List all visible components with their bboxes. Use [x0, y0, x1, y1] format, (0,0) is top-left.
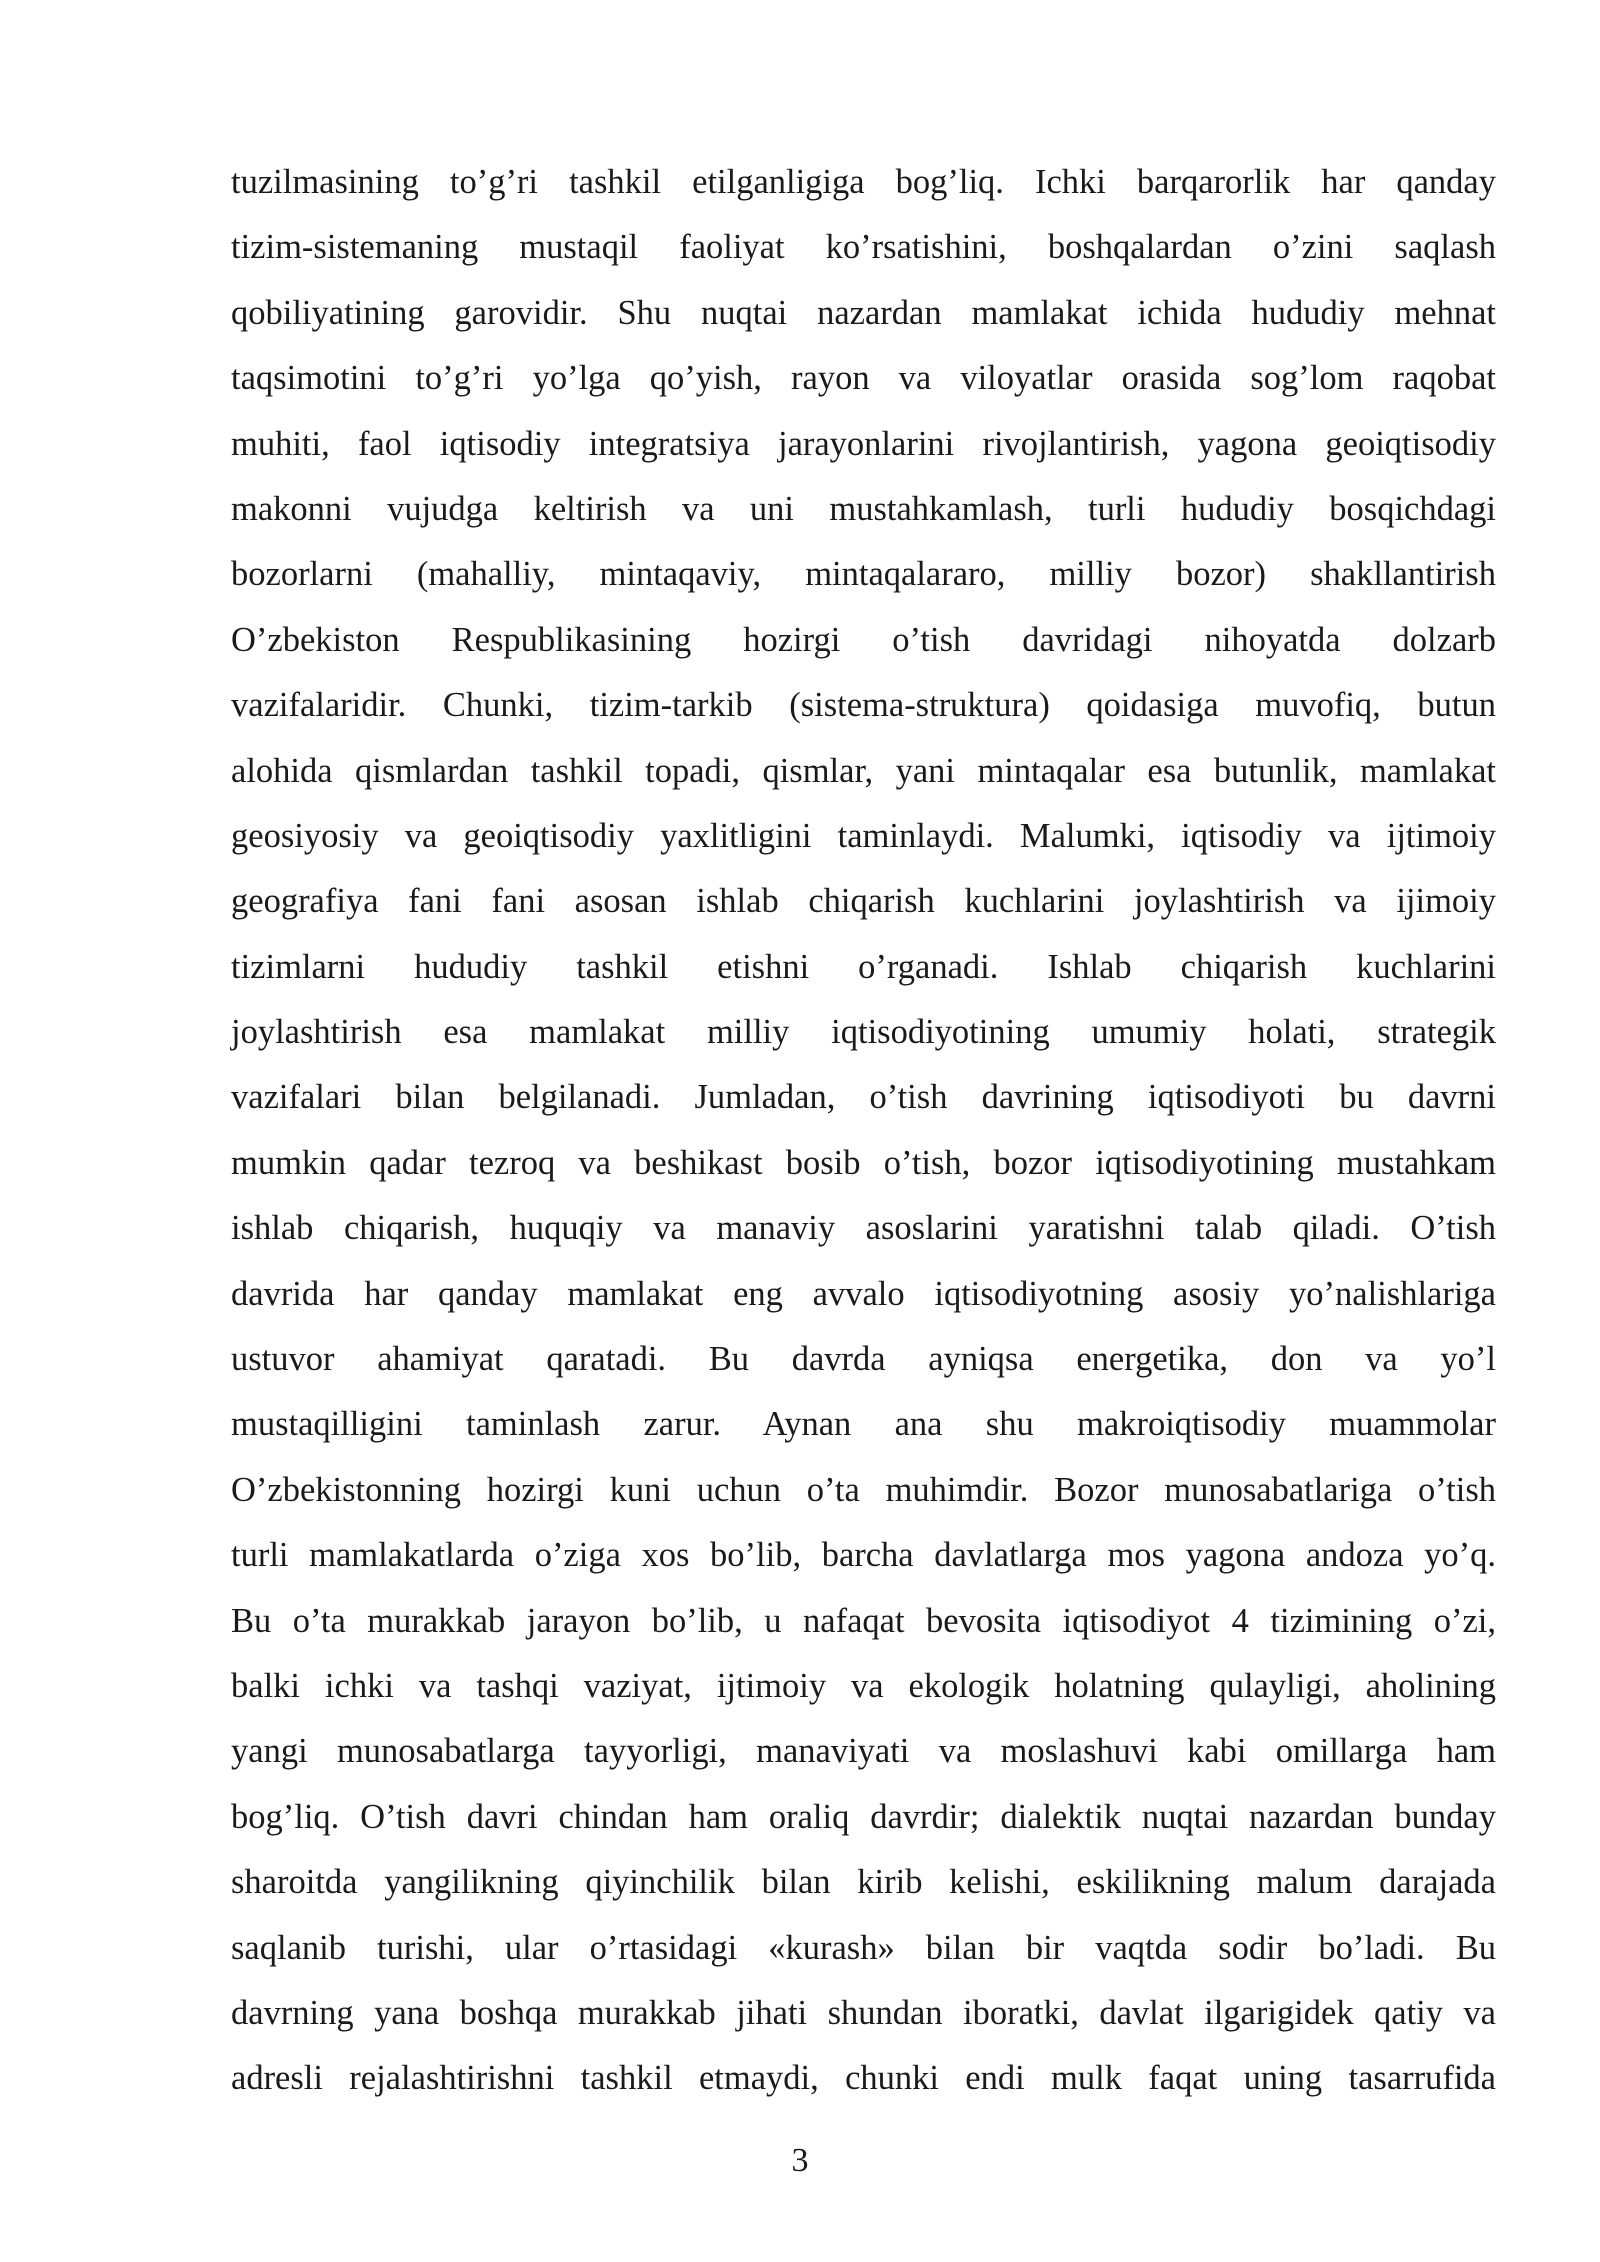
text-line: taqsimotini to’g’ri yo’lga qo’yish, rayon va viloyatlar orasida sog’lom raqobat [231, 359, 1496, 398]
text-line: davrning yana boshqa murakkab jihati shundan iboratki, davlat ilgarigidek qatiy va [231, 1993, 1496, 2032]
text-line: sharoitda yangilikning qiyinchilik bilan kirib kelishi, eskilikning malum darajada [231, 1863, 1496, 1902]
text-line: makonni vujudga keltirish va uni mustahkamlash, turli hududiy bosqichdagi [231, 489, 1496, 528]
text-line: vazifalaridir. Chunki, tizim-tarkib (sistema-struktura) qoidasiga muvofiq, butun [231, 686, 1496, 725]
text-line: turli mamlakatlarda o’ziga xos bo’lib, barcha davlatlarga mos yagona andoza yo’q. [231, 1536, 1496, 1575]
text-line: mustaqilligini taminlash zarur. Aynan ana shu makroiqtisodiy muammolar [231, 1405, 1496, 1444]
text-line: O’zbekistonning hozirgi kuni uchun o’ta muhimdir. Bozor munosabatlariga o’tish [231, 1470, 1496, 1509]
text-line: saqlanib turishi, ular o’rtasidagi «kurash» bilan bir vaqtda sodir bo’ladi. Bu [231, 1928, 1496, 1967]
text-line: joylashtirish esa mamlakat milliy iqtisodiyotining umumiy holati, strategik [231, 1013, 1496, 1052]
text-line: tizim-sistemaning mustaqil faoliyat ko’rsatishini, boshqalardan o’zini saqlash [231, 228, 1496, 267]
text-line: O’zbekiston Respublikasining hozirgi o’tish davridagi nihoyatda dolzarb [231, 620, 1496, 659]
text-line: adresli rejalashtirishni tashkil etmaydi, chunki endi mulk faqat uning tasarrufida [231, 2059, 1496, 2098]
page-number: 3 [791, 2142, 809, 2179]
text-line: tizimlarni hududiy tashkil etishni o’rganadi. Ishlab chiqarish kuchlarini [231, 947, 1496, 986]
text-line: alohida qismlardan tashkil topadi, qismlar, yani mintaqalar esa butunlik, mamlakat [231, 751, 1496, 790]
text-line: mumkin qadar tezroq va beshikast bosib o’tish, bozor iqtisodiyotining mustahkam [231, 1143, 1496, 1182]
text-line: davrida har qanday mamlakat eng avvalo iqtisodiyotning asosiy yo’nalishlariga [231, 1274, 1496, 1313]
body-text [231, 150, 1496, 2112]
text-line: Bu o’ta murakkab jarayon bo’lib, u nafaqat bevosita iqtisodiyot 4 tizimining o’zi, [231, 1601, 1496, 1640]
text-line: geografiya fani fani asosan ishlab chiqarish kuchlarini joylashtirish va ijimoiy [231, 882, 1496, 921]
text-line: geosiyosiy va geoiqtisodiy yaxlitligini taminlaydi. Malumki, iqtisodiy va ijtimoiy [231, 816, 1496, 855]
text-line: vazifalari bilan belgilanadi. Jumladan, o’tish davrining iqtisodiyoti bu davrni [231, 1078, 1496, 1117]
text-line: yangi munosabatlarga tayyorligi, manaviyati va moslashuvi kabi omillarga ham [231, 1732, 1496, 1771]
text-line: balki ichki va tashqi vaziyat, ijtimoiy va ekologik holatning qulayligi, aholining [231, 1666, 1496, 1705]
text-line: ishlab chiqarish, huquqiy va manaviy asoslarini yaratishni talab qiladi. O’tish [231, 1209, 1496, 1248]
text-line: ustuvor ahamiyat qaratadi. Bu davrda ayniqsa energetika, don va yo’l [231, 1340, 1496, 1379]
text-line: tuzilmasining to’g’ri tashkil etilganligiga bog’liq. Ichki barqarorlik har qanday [231, 163, 1496, 201]
text-line: bozorlarni (mahalliy, mintaqaviy, mintaqalararo, milliy bozor) shakllantirish [231, 555, 1496, 594]
text-line: muhiti, faol iqtisodiy integratsiya jarayonlarini rivojlantirish, yagona geoiqtisodiy [231, 424, 1496, 463]
text-line: bog’liq. O’tish davri chindan ham oraliq davrdir; dialektik nuqtai nazardan bunday [231, 1797, 1496, 1836]
text-line: qobiliyatining garovidir. Shu nuqtai nazardan mamlakat ichida hududiy mehnat [231, 293, 1496, 332]
